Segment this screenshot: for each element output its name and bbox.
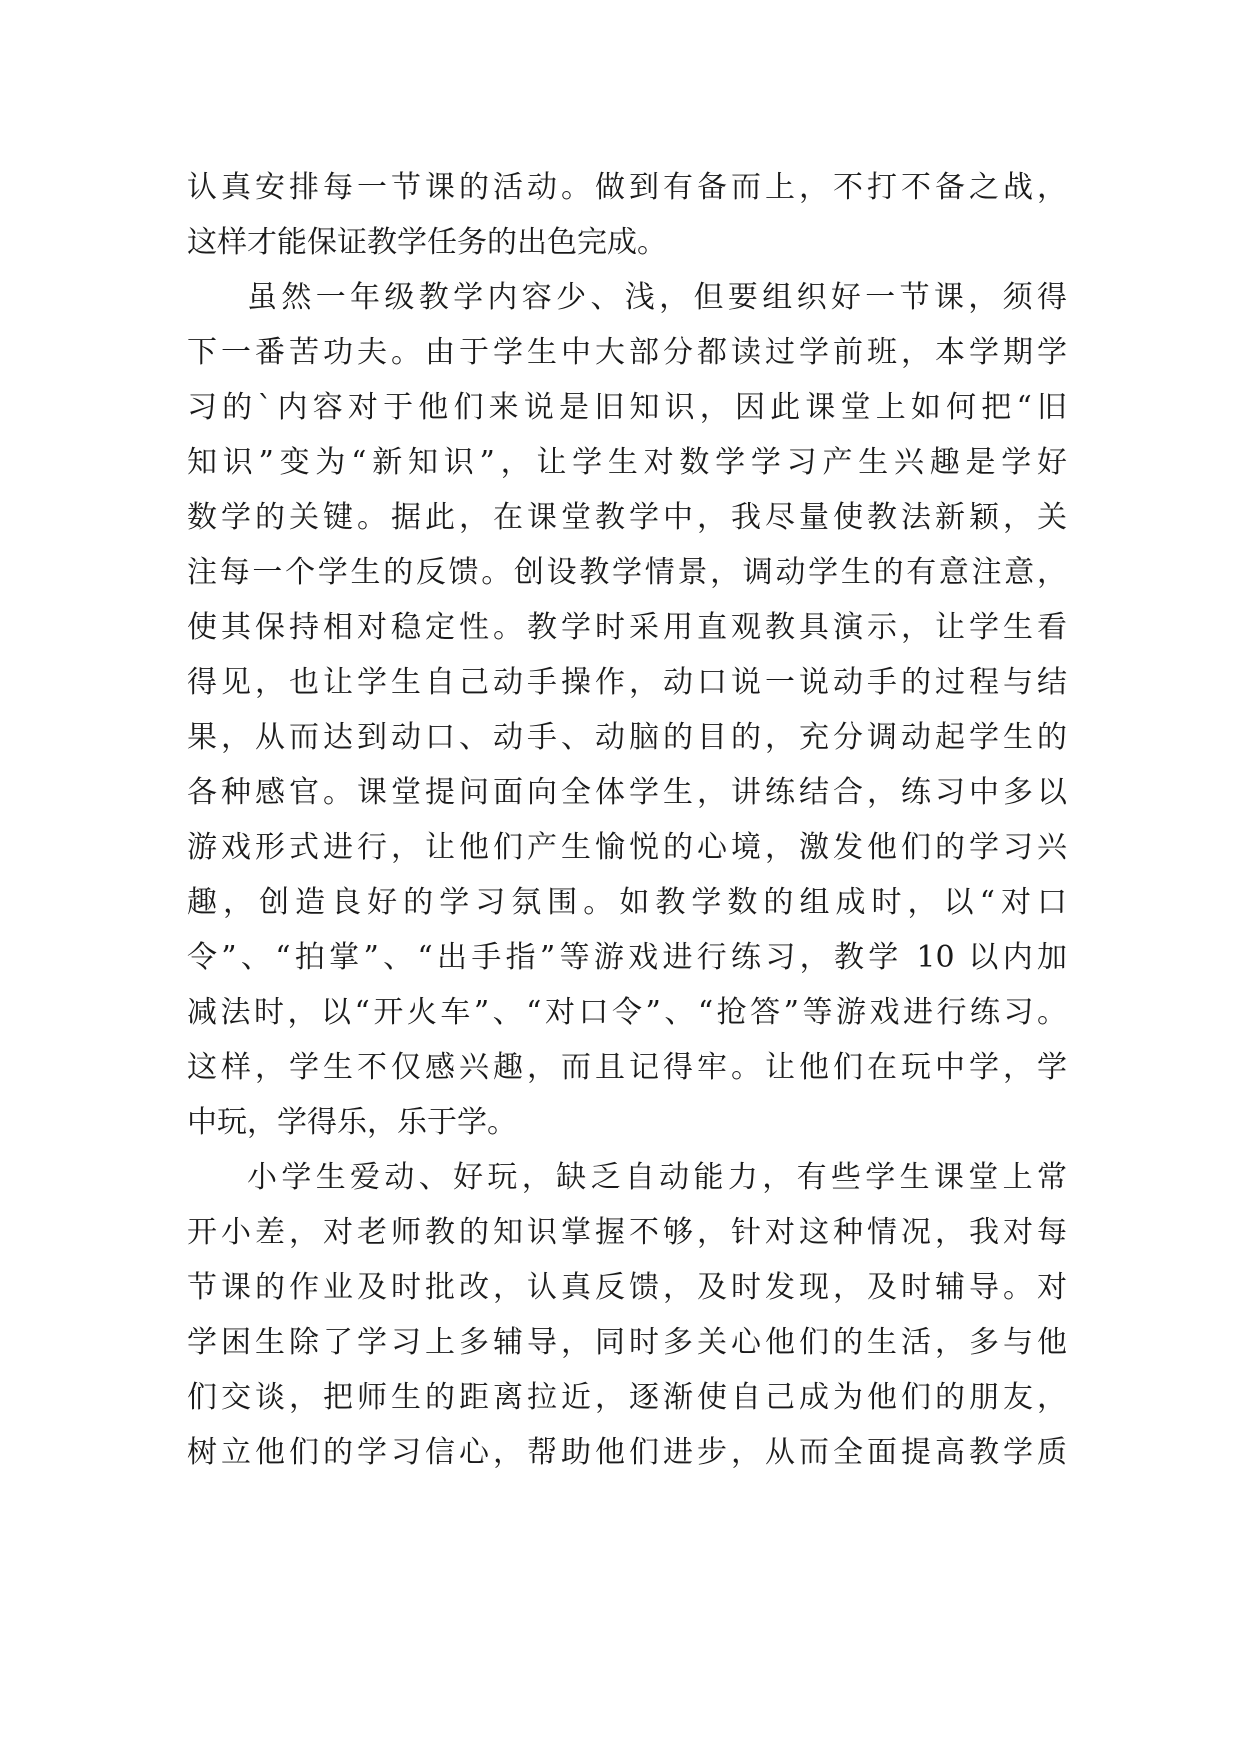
text-line: 中玩，学得乐，乐于学。 — [187, 1105, 517, 1140]
text-line: 知识”变为“新知识”，让学生对数学学习产生兴趣是学好 — [187, 445, 1067, 480]
text-line: 这样才能保证教学任务的出色完成。 — [187, 225, 667, 260]
text-line: 们交谈，把师生的距离拉近，逐渐使自己成为他们的朋友， — [187, 1380, 1067, 1415]
text-line: 开小差，对老师教的知识掌握不够，针对这种情况，我对每 — [187, 1215, 1067, 1250]
text-line: 学困生除了学习上多辅导，同时多关心他们的生活，多与他 — [187, 1325, 1067, 1360]
text-line: 各种感官。课堂提问面向全体学生，讲练结合，练习中多以 — [187, 775, 1067, 810]
body-text — [187, 160, 1067, 1480]
text-line: 认真安排每一节课的活动。做到有备而上，不打不备之战， — [187, 170, 1067, 205]
text-line: 习的`内容对于他们来说是旧知识，因此课堂上如何把“旧 — [187, 390, 1067, 425]
text-line: 节课的作业及时批改，认真反馈，及时发现，及时辅导。对 — [187, 1270, 1067, 1305]
text-line: 游戏形式进行，让他们产生愉悦的心境，激发他们的学习兴 — [187, 830, 1067, 865]
text-line: 趣，创造良好的学习氛围。如教学数的组成时，以“对口 — [187, 885, 1067, 920]
text-line: 令”、“拍掌”、“出手指”等游戏进行练习，教学 10 以内加 — [187, 940, 1067, 975]
text-line: 得见，也让学生自己动手操作，动口说一说动手的过程与结 — [187, 665, 1067, 700]
text-line: 树立他们的学习信心，帮助他们进步，从而全面提高教学质 — [187, 1435, 1067, 1470]
text-line: 果，从而达到动口、动手、动脑的目的，充分调动起学生的 — [187, 720, 1067, 755]
text-line: 这样，学生不仅感兴趣，而且记得牢。让他们在玩中学，学 — [187, 1050, 1067, 1085]
paragraph-first-line: 小学生爱动、好玩，缺乏自动能力，有些学生课堂上常 — [247, 1160, 1067, 1195]
text-line: 减法时，以“开火车”、“对口令”、“抢答”等游戏进行练习。 — [187, 995, 1067, 1030]
text-line: 使其保持相对稳定性。教学时采用直观教具演示，让学生看 — [187, 610, 1067, 645]
paragraph-first-line: 虽然一年级教学内容少、浅，但要组织好一节课，须得 — [247, 280, 1067, 315]
text-line: 下一番苦功夫。由于学生中大部分都读过学前班，本学期学 — [187, 335, 1067, 370]
text-line: 数学的关键。据此，在课堂教学中，我尽量使教法新颖，关 — [187, 500, 1067, 535]
text-line: 注每一个学生的反馈。创设教学情景，调动学生的有意注意， — [187, 555, 1067, 590]
